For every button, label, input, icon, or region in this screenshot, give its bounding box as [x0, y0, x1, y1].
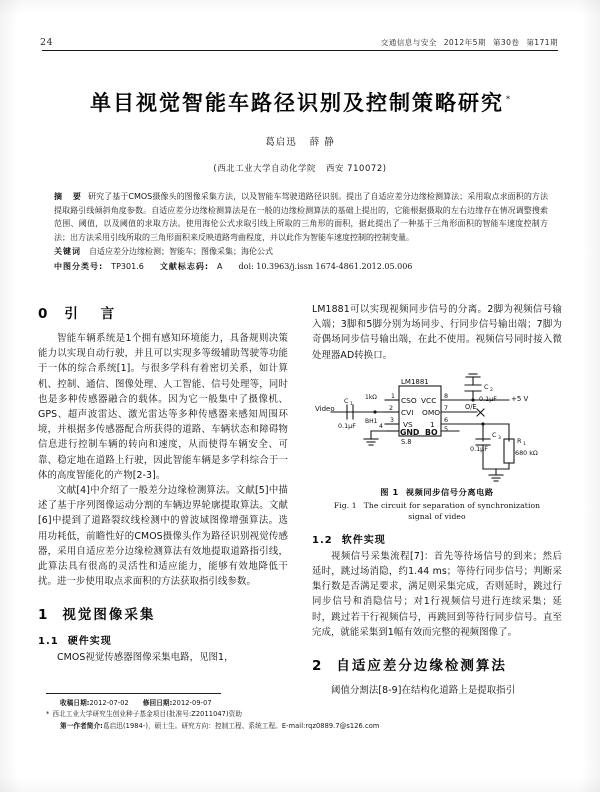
section-heading-2	[312, 654, 562, 674]
subsection-number-1-1: 1.1	[38, 636, 59, 648]
page-sheet	[30, 30, 570, 770]
svg-text:2: 2	[490, 387, 493, 393]
fund-footnote-mark: *	[46, 710, 50, 718]
figure-1-label-cn: 图 1	[380, 486, 399, 497]
abstract-text: 研究了基于CMOS摄像头的图像采集方法，以及智能车驾驶道路径识别。提出了自适应差分边缘检测算法；采用取点求面积的方法提取路引线倾斜角度参数。自适应差分边缘检测算法是在一般的边缘检测算法的基础上提出的，它能根据摄取的左右边缘存在情况调整搜索范围、阈值，以及阈值的求取方法。使用海伦公式求取引线上所取的三角形的面积，据此提出了一种基于三角形面积的智能车速度控制方法；出方法采用引线所取的三角形面积来反映道路弯曲程度，并以此作为智能车速度控制的控制变量。	[54, 192, 548, 242]
page-title	[90, 87, 510, 117]
svg-text:+5 V: +5 V	[511, 394, 529, 403]
intro-paragraph-2: 文献[4]中介绍了一般差分边缘检测算法。文献[5]中描述了基于序列图像运动分割的车辆边界轮廓提取算法。文献[6]中提到了道路裂纹线检测中的曾波域图像增强算法。选用功耗低，前瞻性好的CMOS摄像头作为路径识别视觉传感器，采用自适应差分边缘检测算法有效地提取道路指引线，此算法具有很高的灵活性和适应能力，能够有效地降低干扰。进一步使用取点求面积的方法获取指引线参数。	[38, 485, 288, 588]
serial-number: 第171期	[526, 38, 558, 47]
title-text: 单目视觉智能车路径识别及控制策略研究	[90, 90, 504, 115]
svg-text:C: C	[492, 430, 497, 439]
keywords-text: 自适应差分边缘检测；智能车；图像采集；海伦公式	[89, 247, 273, 257]
circuit-diagram-svg	[313, 369, 561, 487]
svg-text:CVI: CVI	[401, 407, 414, 417]
svg-text:O/E: O/E	[465, 402, 477, 411]
title-footnote-mark: *	[506, 95, 510, 104]
section-number-2: 2	[312, 658, 324, 675]
classification-line	[54, 260, 548, 274]
body-columns	[30, 302, 570, 732]
subsection-1-1-paragraph: CMOS视觉传感器图像采集电路，见图1，	[57, 652, 234, 664]
title-block	[30, 51, 570, 174]
svg-text:1: 1	[430, 419, 435, 429]
doi-label: doi:	[238, 261, 254, 271]
svg-text:BO: BO	[425, 427, 438, 437]
footnote-rule	[46, 693, 221, 694]
svg-text:GND: GND	[400, 427, 420, 437]
author-list	[30, 134, 570, 148]
section-number-0: 0	[38, 306, 50, 322]
affiliation-institution: (西北工业大学自动化学院	[213, 163, 316, 173]
svg-text:C: C	[344, 396, 349, 405]
section-heading-1	[38, 603, 288, 623]
author-1: 葛启迅	[265, 137, 297, 148]
running-head	[30, 30, 570, 48]
svg-text:3: 3	[390, 416, 394, 424]
svg-text:1: 1	[350, 401, 353, 407]
subsection-title-1-2: 软件实现	[341, 534, 386, 546]
svg-text:1kΩ: 1kΩ	[365, 393, 377, 401]
issue-date: 2012年5期	[443, 38, 486, 47]
journal-name: 交通信息与安全	[380, 38, 437, 47]
svg-text:R: R	[517, 436, 522, 445]
figure-1	[312, 369, 562, 522]
received-date-label: 收稿日期:	[60, 698, 90, 707]
svg-text:BH1: BH1	[365, 417, 378, 425]
clc-value: TP301.6	[111, 261, 144, 271]
affiliation	[30, 162, 570, 174]
keywords-line	[54, 245, 548, 259]
subsection-heading-1-1	[38, 632, 288, 647]
document-code-label: 文献标志码:	[159, 261, 210, 271]
svg-text:1: 1	[523, 441, 526, 447]
ic-label: LM1881	[401, 377, 429, 386]
figure-1-title-en-line1: The circuit for separation of synchronization	[363, 500, 541, 510]
svg-text:8: 8	[444, 391, 449, 400]
section-heading-intro	[38, 302, 288, 322]
subsection-title-1-1: 硬件实现	[67, 636, 112, 648]
revised-date-value: 2012-09-07	[172, 698, 212, 707]
svg-text:6: 6	[444, 415, 449, 424]
svg-text:7: 7	[444, 403, 449, 412]
section-title-2: 自适应差分边缘检测算法	[336, 658, 507, 675]
subsection-number-1-2: 1.2	[312, 534, 333, 546]
subsection-heading-1-2	[312, 531, 562, 546]
abstract-block	[30, 190, 570, 274]
author-bio-label: 第一作者简介:	[60, 721, 103, 730]
page-number: 24	[40, 37, 54, 48]
svg-text:CSO: CSO	[401, 395, 417, 405]
section-2-paragraph: 阈值分割法[8-9]在结构化道路上是提取指引	[331, 685, 516, 697]
svg-text:VCC: VCC	[421, 395, 437, 405]
fund-footnote-text: 西北工业大学研究生创业种子基金项目(批准号:Z2011047)资助	[52, 710, 243, 718]
received-date-value: 2012-07-02	[89, 698, 129, 707]
section-title-intro: 引 言	[64, 306, 124, 322]
revised-date-label: 修回日期:	[142, 698, 173, 707]
keywords-label: 关键词	[54, 247, 81, 257]
figure-1-label-en: Fig. 1	[333, 500, 357, 510]
volume-number: 第30卷	[492, 38, 520, 47]
running-head-journal-info	[381, 37, 570, 48]
svg-text:Video: Video	[315, 404, 335, 413]
svg-text:S.8: S.8	[401, 437, 412, 446]
svg-text:1: 1	[391, 392, 395, 400]
svg-text:4: 4	[379, 422, 383, 430]
svg-text:0.1μF: 0.1μF	[338, 421, 356, 430]
intro-paragraph-1: 智能车辆系统是1个拥有感知环境能力，具备规则决策能力以实现自动行驶，并且可以实现多等级辅助驾驶等功能于一体的综合系统[1]。与很多学科有着密切关系，如计算机、控制、通信、图像处理、人工智能、信号处理等，同时也是多种传感器融合的载体。因为它一般集中了摄像机、GPS、超声波雷达、激光雷达等多种传感器来感知周围环境，并根据多传感器配合所获得的道路、车辆状态和障碍物信息进行控制车辆的转向和速度，从而使得车辆安全、可靠、稳定地在道路上行驶，因此智能车辆是多学科综合于一体的高度智能化的产物[2-3]。	[38, 333, 288, 481]
svg-text:680 kΩ: 680 kΩ	[515, 448, 538, 457]
figure-1-title-en-line2: signal of video	[408, 511, 466, 521]
affiliation-city: 西安 710072)	[325, 163, 387, 173]
clc-label: 中图分类号:	[54, 261, 104, 271]
doi-value: 10.3963/j.issn 1674-4861.2012.05.006	[256, 261, 413, 271]
section-number-1: 1	[38, 607, 50, 624]
figure-1-caption	[312, 487, 562, 522]
svg-text:0.1μF: 0.1μF	[470, 444, 488, 453]
document-code-value: A	[217, 261, 223, 271]
abstract-label: 摘 要	[54, 192, 86, 201]
author-bio-text: 葛启迅(1984-)，硕士生。研究方向：控制工程、系统工程。E-mail:rqz0889.7@s126.com	[102, 721, 380, 730]
svg-text:C: C	[484, 382, 489, 391]
svg-text:3: 3	[498, 435, 501, 441]
svg-text:0.1μF: 0.1μF	[479, 394, 497, 403]
author-2: 薛 静	[309, 137, 335, 148]
figure-1-title-cn: 视频同步信号分离电路	[405, 486, 494, 497]
svg-text:2: 2	[389, 403, 394, 412]
subsection-1-2-paragraph: 视频信号采集流程[7]：首先等待场信号的到来；然后延时，跳过场消隐，约1.44 ms；等待行同步信号；判断采集行数是否满足要求，满足则采集完成，否则延时，跳过行同步信号和消隐信号；对1行视频信号进行连续采集；延时，跳过若干行视频信号，再跳回到等待行同步信号。直至完成，就能采集到1幅有效而完整的视频图像了。	[312, 550, 562, 638]
right-column	[312, 302, 562, 732]
section-title-1: 视觉图像采集	[62, 607, 156, 624]
svg-text:5: 5	[444, 424, 449, 433]
right-column-paragraph-top: LM1881可以实现视频同步信号的分离。2脚为视频信号输入端；3脚和5脚分别为场同步、行同步信号输出端；7脚为奇偶场同步信号输出端，在此不使用。视频信号同时接入微处理器AD转换口。	[312, 304, 562, 361]
svg-text:VS: VS	[403, 419, 413, 429]
svg-text:OMO: OMO	[422, 407, 441, 417]
